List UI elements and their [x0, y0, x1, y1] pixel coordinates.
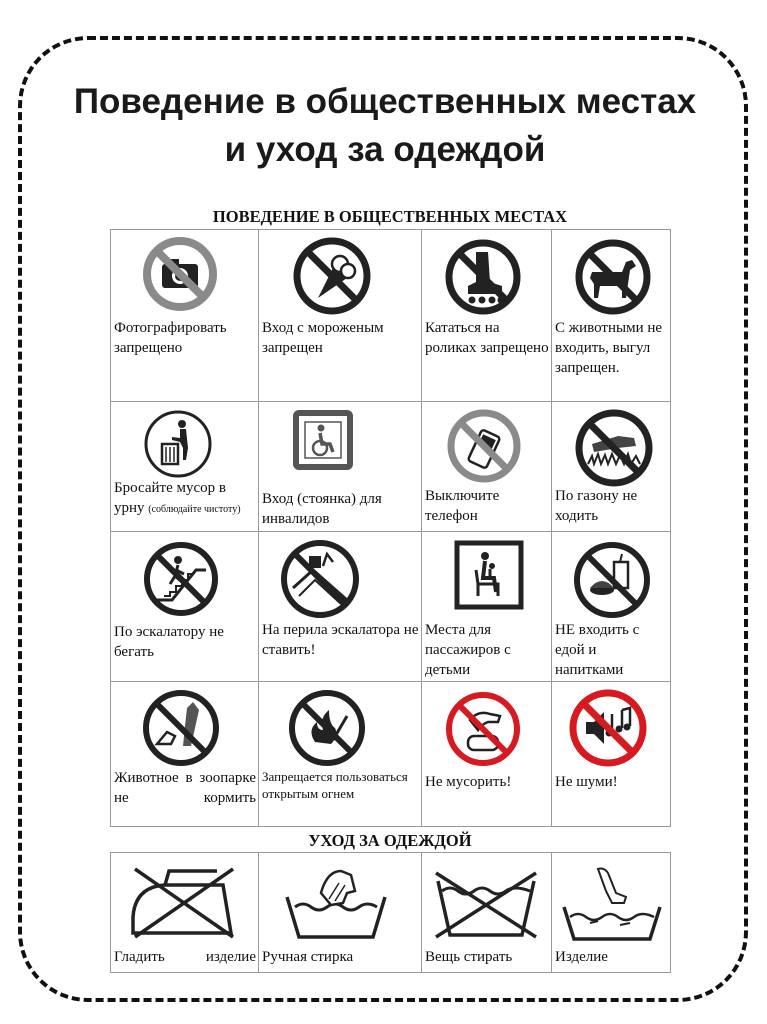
no-rollerblades-icon [444, 238, 522, 316]
sign-label: Ручная стирка [262, 949, 354, 965]
sign-cell [422, 682, 552, 827]
sign-cell [111, 402, 259, 532]
sign-cell [259, 230, 422, 402]
no-dogs-icon [574, 238, 652, 316]
wheelchair-icon [293, 410, 353, 470]
no-camera-icon [142, 236, 218, 312]
soak-icon [560, 863, 664, 943]
sign-cell [259, 532, 422, 682]
sign-cell [111, 230, 259, 402]
hand-wash-icon [281, 863, 391, 943]
sign-cell [552, 230, 671, 402]
sign-cell [259, 682, 422, 827]
sign-cell [552, 532, 671, 682]
sign-label: Выключите телефон [425, 488, 500, 524]
no-food-drinks-icon [572, 540, 652, 620]
sign-cell [111, 853, 259, 973]
sign-label: Не шуми! [555, 774, 618, 790]
sign-cell [259, 402, 422, 532]
behavior-signs-table [110, 229, 671, 827]
sign-cell [422, 402, 552, 532]
no-ice-cream-icon [292, 236, 372, 316]
slide-title: Поведение в общественных местах и уход за одеждой [73, 82, 697, 169]
sign-label: Изделие [555, 949, 608, 965]
sign-label: Фотографировать запрещено [114, 320, 227, 356]
sign-cell [552, 853, 671, 973]
sign-label: По газону не ходить [555, 488, 638, 524]
sign-cell [422, 853, 552, 973]
sign-label: Запрещается пользоваться открытым огнем [262, 769, 408, 801]
sign-label: Вход (стоянка) для инвалидов [262, 491, 382, 527]
sign-cell [552, 682, 671, 827]
no-feeding-animals-icon [141, 688, 221, 768]
no-open-fire-icon [287, 688, 367, 768]
sign-cell [111, 532, 259, 682]
sign-label: Вход с мороженым запрещен [262, 320, 384, 356]
sign-label-text: Бросайте мусор в урну [114, 480, 226, 516]
no-walking-on-grass-icon [574, 408, 654, 488]
sign-cell [422, 230, 552, 402]
sign-label: Гладить изделие [114, 949, 256, 965]
no-littering-icon [444, 690, 522, 768]
clothes-signs-table [110, 852, 671, 973]
no-noise-icon [568, 688, 648, 768]
sign-label: Вещь стирать [425, 949, 513, 965]
sign-cell [552, 402, 671, 532]
sign-label: Кататься на роликах запрещено [425, 320, 549, 356]
no-running-escalator-icon [142, 540, 220, 618]
sign-label: Места для пассажиров с детьми [425, 622, 511, 678]
sign-label: Животное в зоопарке не кормить [114, 770, 256, 806]
trash-bin-icon [142, 408, 214, 480]
sign-cell [259, 853, 422, 973]
no-ironing-icon [125, 865, 243, 941]
section-title-clothes: УХОД ЗА ОДЕЖДОЙ [308, 831, 472, 850]
sign-label: Не мусорить! [425, 774, 512, 790]
seat-with-child-icon [454, 540, 524, 610]
no-washing-icon [430, 867, 542, 941]
sign-label [114, 478, 256, 520]
sign-label: НЕ входить с едой и напитками [555, 622, 640, 678]
no-phone-icon [446, 408, 522, 484]
no-items-on-handrail-icon [279, 538, 361, 620]
sign-cell [422, 532, 552, 682]
sign-label: По эскалатору не бегать [114, 624, 224, 660]
sign-note: (соблюдайте чистоту) [148, 504, 241, 515]
sign-label: На перила эскалатора не ставить! [262, 622, 419, 658]
sign-label: С животными не входить, выгул запрещен. [555, 320, 663, 376]
section-title-behavior: ПОВЕДЕНИЕ В ОБЩЕСТВЕННЫХ МЕСТАХ [212, 207, 568, 226]
sign-cell [111, 682, 259, 827]
